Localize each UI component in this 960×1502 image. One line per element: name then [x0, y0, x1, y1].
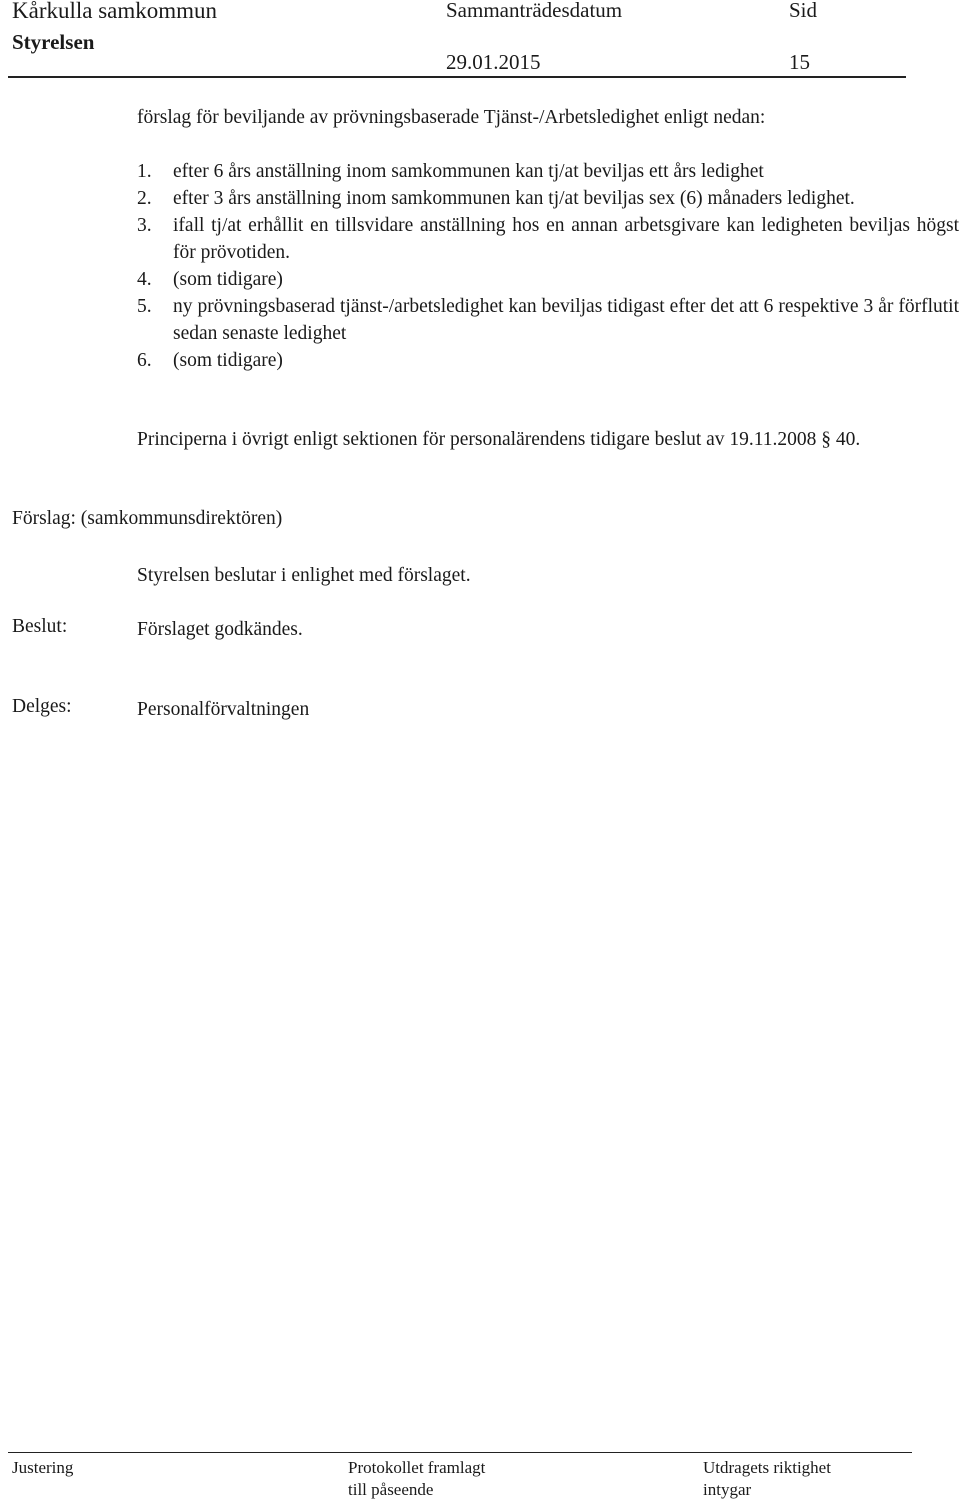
list-item-text: ifall tj/at erhållit en tillsvidare anställning hos en annan arbetsgivare kan ledigheten beviljas högst för prövotiden.: [173, 215, 959, 263]
list-item: [137, 185, 959, 212]
decision-text: Förslaget godkändes.: [137, 619, 303, 640]
page-label: Sid: [789, 0, 818, 22]
footer-protocol-line2: till påseende: [348, 1480, 434, 1499]
distribution-label: Delges:: [12, 696, 72, 717]
list-item-number: 6.: [137, 350, 152, 371]
proposal-label: Förslag: (samkommunsdirektören): [12, 508, 283, 529]
list-item-text: (som tidigare): [173, 269, 283, 290]
meeting-date-label: Sammanträdesdatum: [446, 0, 623, 22]
proposal-text: Styrelsen beslutar i enlighet med förslaget.: [137, 565, 471, 586]
page-number: 15: [789, 50, 810, 74]
list-item-number: 5.: [137, 296, 152, 317]
list-item-number: 4.: [137, 269, 152, 290]
list-item-text: efter 6 års anställning inom samkommunen kan tj/at beviljas ett års ledighet: [173, 161, 764, 182]
list-item: [137, 212, 959, 266]
organization-name: Kårkulla samkommun: [12, 0, 218, 23]
footer-extract-line1: Utdragets riktighet: [703, 1458, 831, 1477]
list-item: [137, 158, 959, 185]
decision-label: Beslut:: [12, 616, 68, 637]
list-item: [137, 266, 959, 293]
proposal-list: [137, 158, 959, 374]
footer-justering: Justering: [12, 1458, 74, 1477]
list-item: [137, 347, 959, 374]
governing-body: Styrelsen: [12, 30, 95, 54]
footer-divider: [8, 1452, 912, 1453]
list-item-number: 2.: [137, 188, 152, 209]
distribution-text: Personalförvaltningen: [137, 699, 310, 720]
principles-paragraph: Principerna i övrigt enligt sektionen för personalärendens tidigare beslut av 19.11.2008 § 40.: [137, 429, 861, 450]
list-item-text: ny prövningsbaserad tjänst-/arbetsledighet kan beviljas tidigast efter det att 6 respektive 3 år förflutit sedan senaste ledighet: [173, 296, 959, 344]
footer-extract-line2: intygar: [703, 1480, 752, 1499]
intro-paragraph: förslag för beviljande av prövningsbaserade Tjänst-/Arbetsledighet enligt nedan:: [137, 107, 766, 128]
list-item: [137, 293, 959, 347]
meeting-date: 29.01.2015: [446, 50, 541, 74]
footer-protocol-line1: Protokollet framlagt: [348, 1458, 486, 1477]
list-item-number: 1.: [137, 161, 152, 182]
list-item-text: (som tidigare): [173, 350, 283, 371]
list-item-number: 3.: [137, 215, 152, 236]
header-divider: [8, 76, 906, 78]
list-item-text: efter 3 års anställning inom samkommunen kan tj/at beviljas sex (6) månaders ledighet.: [173, 188, 855, 209]
